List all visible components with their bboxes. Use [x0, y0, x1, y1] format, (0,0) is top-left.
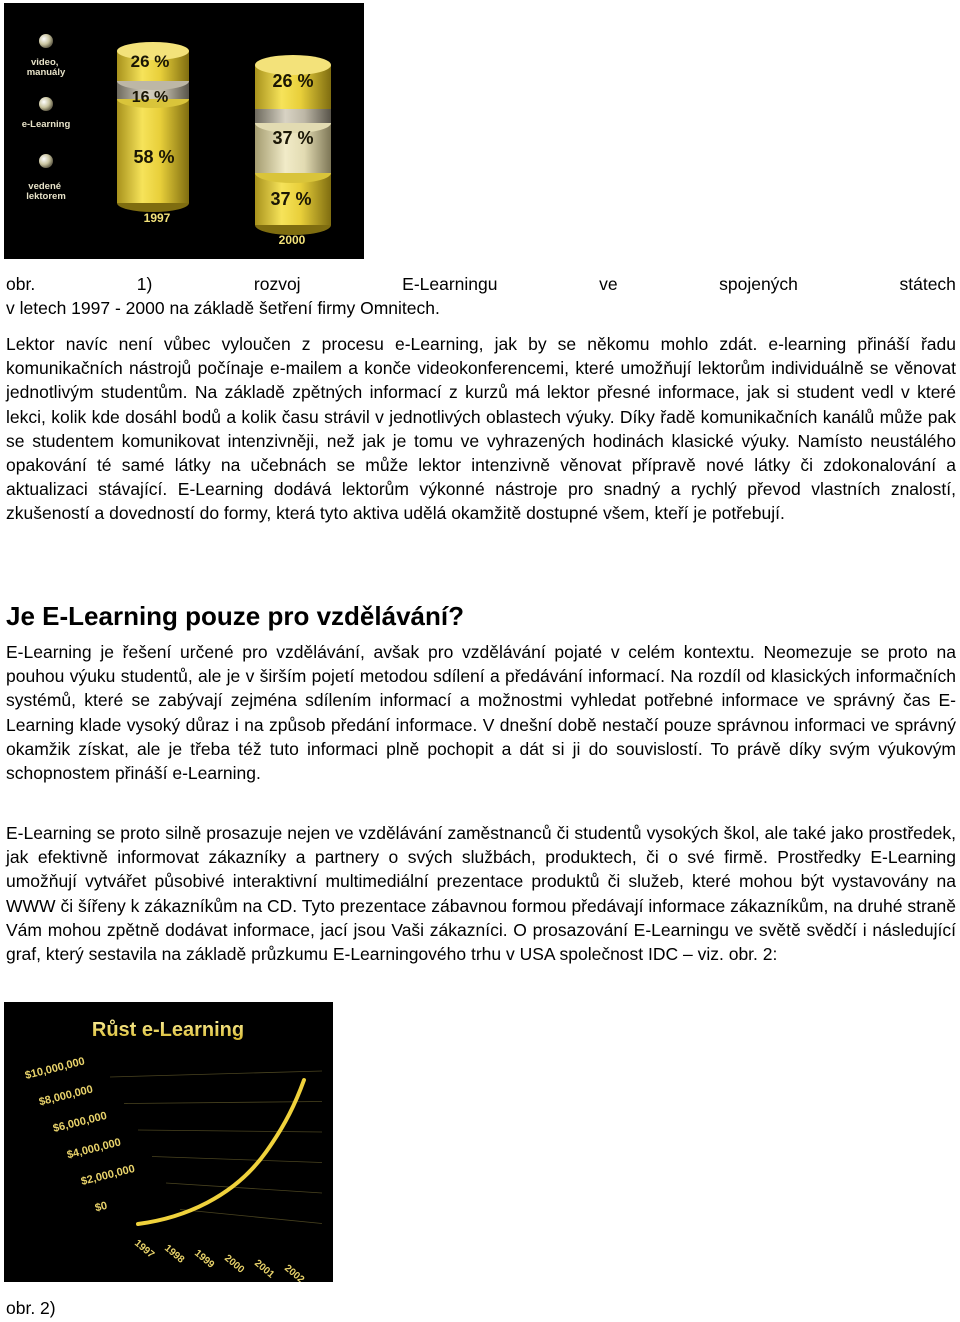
caption-1-word: ve [599, 274, 618, 294]
legend-video-label: video, manuály [26, 57, 66, 78]
paragraph-elearning-scope [6, 640, 956, 785]
cylinder-2000-lecturer-value: 37 % [270, 189, 312, 209]
caption-1-line-1 [6, 272, 956, 296]
figure-1-caption [6, 272, 956, 320]
figure-2-caption: obr. 2) [6, 1298, 56, 1318]
legend-ball-lecturer-icon [39, 154, 53, 168]
chart-2-gridline [110, 1071, 322, 1077]
chart-2-x-tick-label: 1997 [132, 1237, 157, 1261]
cylinder-2000-year: 2000 [278, 233, 306, 247]
chart-2-x-tick-label: 2001 [252, 1257, 277, 1281]
legend-ball-elearning-icon [39, 97, 53, 111]
chart-2-y-tick-label: $10,000,000 [23, 1055, 87, 1082]
caption-1-word: 1) [136, 274, 153, 294]
chart-2-x-ticks [132, 1238, 306, 1282]
chart-2-x-tick-label: 1999 [192, 1247, 217, 1271]
cylinder-2000-video-value: 26 % [272, 71, 314, 91]
legend-ball-video-icon [39, 34, 53, 48]
chart-2-y-tick-label: $8,000,000 [37, 1083, 95, 1109]
paragraph-lecturer-role [6, 332, 956, 526]
legend-elearning-label: e-Learning [21, 119, 71, 130]
chart-2-x-tick-label: 1998 [162, 1242, 187, 1266]
caption-1-word: spojených [719, 274, 798, 294]
paragraph-3-text: E-Learning se proto silně prosazuje nejen ve vzdělávání zaměstnanců či studentů vysokých škol, ale také jako prostředek, jak efektivně informovat zákazníky a partnery o svých službách, produktech, či o své firmě. Prostředky E-Learning umožňují vytvářet působivé interaktivní multimediální prezentace produktů či služeb, které mohou být vystavovány na WWW či šířeny k zákazníkům na CD. Tyto prezentace zábavnou formou předávají informace zákazníkům, na druhé straně Vám mohou zpětně dodávat informace, jací jsou Vaši zákazníci. O prosazování E-Learningu ve světě svědčí i následující graf, který sestavila na základě průzkumu E-Learningového trhu v USA společnost IDC – viz. obr. 2: [6, 823, 956, 965]
chart-2-gridline [138, 1130, 322, 1132]
cylinder-1997-elearning-value: 16 % [131, 89, 169, 106]
chart-2-x-tick-label: 2000 [222, 1252, 247, 1276]
caption-1-word: rozvoj [253, 274, 301, 294]
caption-1-word: E-Learningu [402, 274, 498, 294]
cylinder-2000 [255, 55, 331, 247]
figure-1-elearning-share [4, 3, 364, 259]
chart-2-y-tick-label: $4,000,000 [65, 1136, 123, 1162]
chart-2-y-tick-label: $2,000,000 [79, 1162, 137, 1188]
chart-2-gridline [166, 1183, 322, 1193]
chart-2-y-tick-label: $0 [93, 1199, 109, 1215]
paragraph-1-text: Lektor navíc není vůbec vyloučen z procesu e-Learning, jak by se někomu mohlo zdát. e-learning přináší řadu komunikačních nástrojů počínaje e-mailem a konče videokonferencemi, které umožňují lektorům individuálně se věnovat jednotlivým studentům. Na základě zpětných informací z kurzů má lektor přesné informace, jak si student vedl v které lekci, kolik kde dosáhl bodů a kolik času strávil v jednotlivých oblastech výuky. Díky řadě komunikačních kanálů může pak se studentem komunikovat intenzivněji, než jak je tomu ve vyhrazených hodinách klasické výuky. Namísto neustálého opakování té samé látky na učebnách se může lektor intenzivně věnovat přípravě nové látky či zdokonalování a aktualizaci stávající. E-Learning dodává lektorům výkonné nástroje pro snadný a rychlý převod vlastních znalostí, zkušeností a dovedností do formy, která tyto aktiva udělá okamžitě dostupné všem, kteří je potřebují. [6, 334, 956, 524]
caption-1-line-2: v letech 1997 - 2000 na základě šetření firmy Omnitech. [6, 298, 440, 318]
section-heading: Je E-Learning pouze pro vzdělávání? [6, 601, 464, 631]
figure-1-svg [4, 3, 364, 259]
figure-2-svg [4, 1002, 333, 1282]
chart-2-grid [110, 1071, 322, 1224]
paragraph-2-text: E-Learning je řešení určené pro vzdělávání, avšak pro vzdělávání pojaté v celém kontextu. Neomezuje se proto na pouhou výuku studentů, ale je v širším pojetí metodou sdílení a předávání informací. Na rozdíl od klasických informačních systémů, které se zabývají zejména sdílením informací a možnostmi vyhledat potřebné informace ve správný čas E-Learning klade vysoký důraz i na způsob předání informace. V dnešní době nestačí pouze správnou informaci ve správný okamžik získat, ale je třeba též tuto informaci plně pochopit a dát si ji do souvislostí. To právě díky svým výukovým schopnostem přináší e-Learning. [6, 642, 956, 784]
figure-2-elearning-growth [4, 1002, 333, 1282]
cylinder-1997-video-value: 26 % [130, 52, 170, 71]
chart-2-title: Růst e-Learning [91, 1019, 245, 1041]
cylinder-1997-year: 1997 [143, 211, 171, 225]
caption-1-word: státech [899, 274, 956, 294]
chart-2-gridline [180, 1210, 322, 1224]
chart-2-x-tick-label: 2002 [282, 1262, 307, 1282]
legend-lecturer-label: vedené lektorem [26, 181, 66, 202]
caption-1-word: obr. [6, 274, 36, 294]
cylinder-1997 [117, 42, 189, 225]
paragraph-elearning-adoption [6, 821, 956, 966]
chart-2-gridline [152, 1157, 322, 1163]
chart-2-y-ticks [24, 1055, 136, 1214]
cylinder-2000-elearning-value: 37 % [272, 128, 314, 148]
cylinder-1997-lecturer-value: 58 % [133, 147, 175, 167]
chart-2-y-tick-label: $6,000,000 [51, 1109, 109, 1135]
